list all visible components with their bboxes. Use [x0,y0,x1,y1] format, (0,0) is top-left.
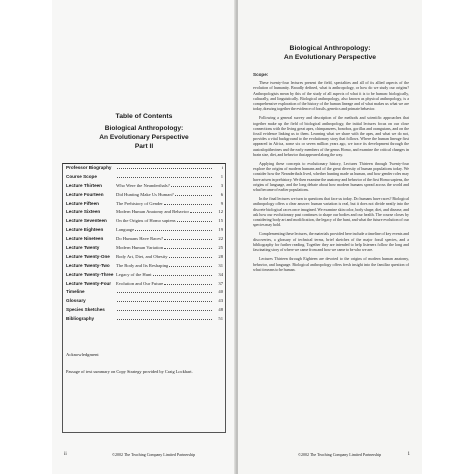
toc-dot-leader [171,186,212,187]
toc-dot-leader [164,204,212,205]
toc-subtitle-2: An Evolutionary Perspective [99,134,189,141]
toc-entry-title: Do Humans Have Races? [116,236,164,242]
toc-entry-label: Lecture Twenty-Two [66,262,110,268]
toc-dot-leader [164,284,212,285]
toc-entry-label: Lecture Fifteen [66,200,99,206]
toc-entry-label: Lecture Eighteen [66,227,104,233]
toc-dot-leader [117,292,212,293]
toc-dot-leader [135,230,212,231]
toc-entry-label: Timeline [66,289,85,295]
toc-row [63,182,225,191]
toc-row [63,306,225,315]
toc-dot-leader [117,168,212,169]
toc-entry-title: Did Hunting Make Us Human? [116,191,174,197]
body-paragraph: Lectures Thirteen through Eighteen are devoted to the origins of modern human anatomy, behavior, and language. Biological anthropology offers fresh insight into the familiar question of what it means to be human. [253,256,409,272]
toc-row [63,315,225,324]
toc-entry-label: Lecture Sixteen [66,209,101,215]
toc-entry-label: Glossary [66,298,86,304]
toc-entry-label: Lecture Seventeen [66,218,107,224]
toc-dot-leader [153,275,212,276]
left-folio: ii [64,452,67,457]
toc-dot-leader [177,221,212,222]
ack-text: Passage of text summary on Copy Strategy provided by Craig Lockhart. [66,369,193,374]
toc-entry-title: Evolution and Our Future [116,280,164,286]
toc-dot-leader [117,177,212,178]
left-page [52,0,236,474]
toc-dot-leader [164,239,212,240]
toc-dot-leader [175,195,212,196]
toc-entry-label: Lecture Nineteen [66,236,104,242]
toc-heading: Table of Contents [115,113,173,120]
right-footer: ©2002 The Teaching Company Limited Partnership [298,452,382,457]
toc-entry-title: Modern Human Anatomy and Behavior [116,209,189,215]
page-title-block [238,44,422,62]
page-title-line-1: Biological Anthropology: [289,45,371,52]
toc-dot-leader [164,248,212,249]
page-title-line-2: An Evolutionary Perspective [283,54,377,61]
ack-heading: Acknowledgment [66,352,99,357]
toc-entry-title: Legacy of the Hunt [116,271,152,277]
toc-entry-page: 6 [220,191,223,197]
toc-title-block [52,112,236,151]
body-paragraph: Complementing these lectures, the materials provided here include a timeline of key events and discoveries, a glossary of technical terms, brief sketches of the major fossil species, and a bibliography for further reading. Together they are intended to help listeners follow the long and fascinating story of where we came from and how we came to be who we are. [253,231,409,253]
body-paragraph: Following a general survey and description of the methods and scientific approaches that together make up the field of biological anthropology, the initial lectures focus on our close connections with the living great apes, chimpanzees, bonobos, gorillas and orangutans, and on the fossil evidence linking us to them. Learning what we share with the apes, and what we do not, provides a vital background to the evolutionary story that follows. Where the human lineage first appeared in Africa, some six or seven million years ago, we trace its development through the australopithecines and the early members of the genus Homo, and examine the critical changes in brain size, diet, and behavior that appeared along the way. [253,115,409,157]
toc-entry-title: Modern Human Variation [116,245,164,251]
toc-entry-page: 51 [218,316,223,322]
toc-entry-page: 25 [218,245,223,251]
body-paragraph: These twenty-four lectures present the field, specialties and all of its allied aspects of the evolution of humanity. Broadly defined, what is anthropology, or how do we study our origins? Anthropologists mean by this of the study of all aspects of what it is to be human: biologically, culturally, and linguistically. Biological anthropology, also known as physical anthropology, is a comprehensive exploration of the history of the human lineage and of what makes us what we are today, drawing together the evidence of fossils, genetics and primate behavior. [253,80,409,112]
body-paragraph: In the final lectures we turn to questions that face us today. Do humans have races? Biological anthropology offers a clear answer: human variation is real, but it does not divide neatly into the discrete biological races once imagined. We examine skin color, body shape, diet, and disease, and ask how our evolutionary past continues to shape our bodies and our health. The course closes by considering body art and modification, the legacy of the hunt, and what the future evolution of our species may hold. [253,196,409,228]
toc-row [63,271,225,280]
body-paragraph: Applying these concepts to evolutionary history, Lectures Thirteen through Twenty-four explore the origins of modern humans and of the great diversity of human populations today. We consider how the Neanderthals lived, whether hunting made us human, and how gender roles may have arisen in prehistory. We then examine the anatomy and behavior of the first Homo sapiens, the origins of language, and the long debate about how modern humans spread across the world and what became of earlier populations. [253,161,409,193]
toc-row [63,173,225,182]
scope-heading: Scope: [253,72,269,77]
toc-entry-label: Professor Biography [66,165,112,170]
toc-row [63,288,225,297]
toc-row [63,235,225,244]
toc-entry-label: Lecture Twenty-Four [66,280,112,286]
toc-row [63,226,225,235]
toc-entry-label: Lecture Twenty [66,245,100,251]
right-page [238,0,422,474]
toc-entry-label: Lecture Thirteen [66,182,102,188]
toc-table [62,163,226,433]
toc-row [63,191,225,200]
toc-entry-page: 28 [218,253,223,259]
toc-row [63,164,225,173]
toc-entry-title: The Body and Its Reshaping [116,262,169,268]
toc-row [63,217,225,226]
toc-entry-page: 31 [218,262,223,268]
toc-entry-page: 3 [220,182,223,188]
toc-entry-page: 37 [218,280,223,286]
toc-entry-page: i [221,165,223,170]
toc-entry-title: Body Art, Diet, and Obesity [116,253,168,259]
toc-entry-label: Bibliography [66,316,95,322]
toc-row [63,244,225,253]
toc-entry-label: Lecture Twenty-One [66,253,110,259]
toc-entry-page: 43 [218,298,223,304]
toc-row [63,253,225,262]
toc-subtitle-1: Biological Anthropology: [104,125,184,132]
toc-dot-leader [117,319,212,320]
toc-part: Part II [134,143,154,150]
toc-row [63,262,225,271]
toc-row [63,280,225,289]
body-column [253,72,409,276]
toc-dot-leader [169,266,212,267]
toc-entry-label: Lecture Twenty-Three [66,271,114,277]
toc-dot-leader [117,310,212,311]
toc-entry-title: On the Origins of Homo sapiens [116,218,176,224]
toc-entry-page: 9 [220,200,223,206]
toc-dot-leader [117,301,212,302]
toc-entry-page: 48 [218,307,223,313]
toc-entry-page: 1 [220,173,223,179]
toc-entry-title: The Prehistory of Gender [116,200,163,206]
toc-entry-page: 22 [218,236,223,242]
left-footer: ©2002 The Teaching Company Limited Partnership [112,452,196,457]
toc-dot-leader [190,212,212,213]
toc-entry-page: 12 [218,209,223,215]
toc-entry-label: Species Sketches [66,307,105,313]
toc-entry-label: Course Scope [66,173,97,179]
toc-dot-leader [169,257,212,258]
toc-entry-page: 40 [218,289,223,295]
toc-entry-title: Who Were the Neanderthals? [116,182,170,188]
right-folio: 1 [407,452,410,457]
toc-row [63,200,225,209]
toc-entry-title: Language [116,227,135,233]
toc-row [63,297,225,306]
toc-row [63,208,225,217]
toc-entry-page: 15 [218,218,223,224]
toc-entry-page: 34 [218,271,223,277]
toc-entry-page: 19 [218,227,223,233]
toc-entry-label: Lecture Fourteen [66,191,104,197]
